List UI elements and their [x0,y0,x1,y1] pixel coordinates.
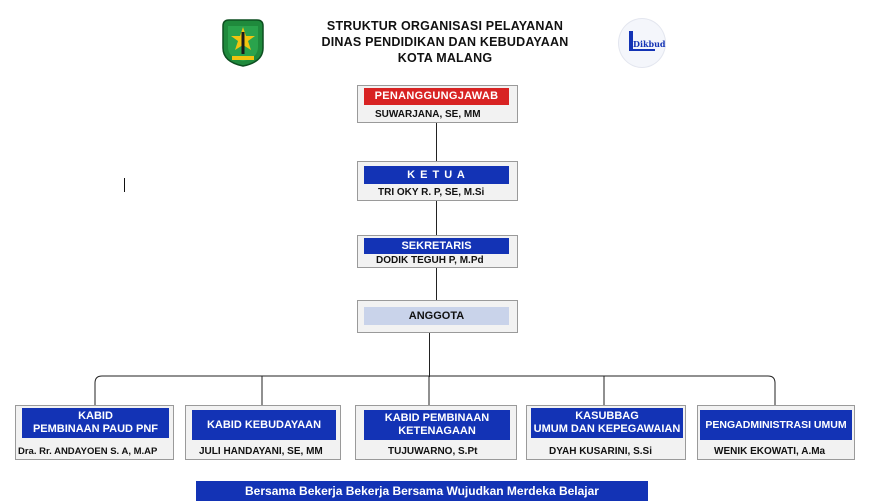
dikbud-logo-text: Dikbud [633,39,666,49]
member-role-kebudayaan: KABID KEBUDAYAAN [192,410,336,440]
member-box-kebudayaan [185,405,341,460]
member-name-pengadministrasi: WENIK EKOWATI, A.Ma [714,446,826,457]
penanggungjawab-role: PENANGGUNGJAWAB [364,88,509,105]
member-role-kasubbag [531,408,683,438]
sekretaris-role: SEKRETARIS [364,238,509,254]
member-name-kebudayaan: JULI HANDAYANI, SE, MM [199,446,323,457]
member-box-paud [15,405,174,460]
sekretaris-box [357,235,518,268]
penanggungjawab-box [357,85,518,123]
title-line-2: DINAS PENDIDIKAN DAN KEBUDAYAAN [321,35,569,49]
member-role-kasubbag-line1: KASUBBAG [575,410,639,422]
member-box-pengadministrasi [697,405,855,460]
member-role-kasubbag-line2: UMUM DAN KEPEGAWAIAN [533,423,681,435]
penanggungjawab-name: SUWARJANA, SE, MM [375,109,481,120]
title-line-3: KOTA MALANG [397,51,493,65]
anggota-box [357,300,518,333]
anggota-role: ANGGOTA [364,307,509,325]
member-role-paud-line1: KABID [78,410,113,422]
member-box-ketenagaan [355,405,517,460]
member-role-paud-line2: PEMBINAAN PAUD PNF [32,423,159,435]
member-role-pengadministrasi: PENGADMINISTRASI UMUM [700,410,852,440]
ketua-box [357,161,518,201]
sekretaris-name: DODIK TEGUH P, M.Pd [376,255,484,266]
member-name-paud: Dra. Rr. ANDAYOEN S. A, M.AP [18,446,158,457]
member-role-ketenagaan [364,410,510,440]
title-line-1: STRUKTUR ORGANISASI PELAYANAN [326,19,564,33]
member-role-paud [22,408,169,438]
member-box-kasubbag [526,405,686,460]
member-name-kasubbag: DYAH KUSARINI, S.Si [549,446,652,457]
ketua-role: K E T U A [364,166,509,184]
member-role-ketenagaan-line2: KETENAGAAN [398,425,476,437]
ketua-name: TRI OKY R. P, SE, M.Si [378,187,485,198]
member-role-ketenagaan-line1: KABID PEMBINAAN [384,412,490,424]
footer-slogan: Bersama Bekerja Bekerja Bersama Wujudkan Merdeka Belajar [196,481,648,501]
member-name-ketenagaan: TUJUWARNO, S.Pt [388,446,478,457]
